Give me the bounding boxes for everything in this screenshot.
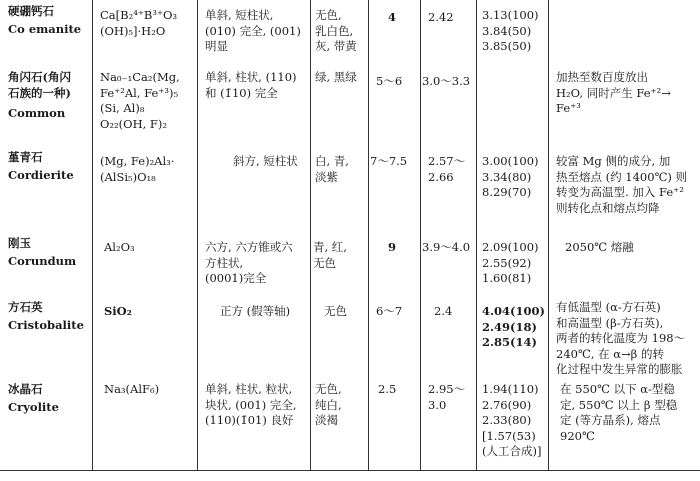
mineral-name-en: Common <box>8 106 66 120</box>
column-divider <box>197 0 198 470</box>
hardness: 6～7 <box>376 304 403 318</box>
chemical-formula: Ca[B₂⁴⁺B³⁺O₃ (OH)₅]·H₂O <box>100 8 178 38</box>
mineral-name-zh: 硬硼钙石 <box>8 4 54 18</box>
mineral-name-zh: 角闪石(角闪 石族的一种) <box>8 70 71 100</box>
crystal-system: 单斜, 短柱状, (010) 完全, (001) 明显 <box>205 8 301 53</box>
color: 无色, 纯白, 淡褐 <box>315 382 342 427</box>
mineral-name-en: Cryolite <box>8 400 59 414</box>
column-divider <box>548 0 549 470</box>
mineral-name-en: Cristobalite <box>8 318 84 332</box>
mineral-name-en: Co emanite <box>8 22 82 36</box>
hardness: 4 <box>388 10 397 24</box>
crystal-system: 六方, 六方锥或六 方柱状, (0001)完全 <box>205 240 293 285</box>
color: 白, 青, 淡紫 <box>315 154 349 184</box>
notes: 有低温型 (α-方石英) 和高温型 (β-方石英), 两者的转化温度为 198～ 240℃, 在 α→β 的转 化过程中发生异常的膨胀 <box>556 300 686 376</box>
mineral-name-en: Cordierite <box>8 168 74 182</box>
hardness: 5～6 <box>376 74 403 88</box>
chemical-formula: Al₂O₃ <box>104 240 135 254</box>
color: 无色, 乳白色, 灰, 带黄 <box>315 8 357 53</box>
crystal-system: 正方 (假等轴) <box>220 304 291 318</box>
d-spacing: 3.00(100) 3.34(80) 8.29(70) <box>482 154 539 199</box>
density: 2.95～ 3.0 <box>428 382 466 412</box>
column-divider <box>476 0 477 470</box>
column-divider <box>420 0 421 470</box>
notes: 2050℃ 熔融 <box>565 240 634 254</box>
notes: 较富 Mg 侧的成分, 加 热至熔点 (约 1400℃) 则 转变为高温型. 加入 Fe⁺² 则转化点和熔点均降 <box>556 154 688 215</box>
d-spacing: 1.94(110) 2.76(90) 2.33(80) [1.57(53) (人工合成)] <box>482 382 542 458</box>
chemical-formula: Na₃(AlF₆) <box>104 382 160 396</box>
hardness: 9 <box>388 240 397 254</box>
table-bottom-rule <box>0 470 700 471</box>
mineral-name-zh: 刚玉 <box>8 236 31 250</box>
mineral-name-zh: 冰晶石 <box>8 382 43 396</box>
density: 3.0～3.3 <box>422 74 471 88</box>
density: 3.9～4.0 <box>422 240 471 254</box>
d-spacing: 3.13(100) 3.84(50) 3.85(50) <box>482 8 539 53</box>
mineral-name-en: Corundum <box>8 254 77 268</box>
density: 2.57～ 2.66 <box>428 154 466 184</box>
mineral-name-zh: 方石英 <box>8 300 43 314</box>
column-divider <box>310 0 311 470</box>
crystal-system: 单斜, 柱状, (110) 和 (1̄10) 完全 <box>205 70 297 100</box>
notes: 在 550℃ 以下 α-型稳 定, 550℃ 以上 β 型稳 定 (等方晶系), 熔点 920℃ <box>560 382 678 443</box>
mineral-name-zh: 堇青石 <box>8 150 43 164</box>
chemical-formula: Na₀₋₁Ca₂(Mg, Fe⁺²Al, Fe⁺³)₅ (Si, Al)₈ O₂₂(OH, F)₂ <box>100 70 180 131</box>
column-divider <box>92 0 93 470</box>
density: 2.4 <box>434 304 453 318</box>
hardness: 2.5 <box>378 382 397 396</box>
d-spacing: 2.09(100) 2.55(92) 1.60(81) <box>482 240 539 285</box>
crystal-system: 斜方, 短柱状 <box>233 154 298 168</box>
notes: 加热至数百度放出 H₂O, 同时产生 Fe⁺²→ Fe⁺³ <box>556 70 671 115</box>
column-divider <box>368 0 369 470</box>
chemical-formula: SiO₂ <box>104 304 132 318</box>
density: 2.42 <box>428 10 454 24</box>
color: 无色 <box>324 304 347 318</box>
chemical-formula: (Mg, Fe)₂Al₃· (AlSi₅)O₁₈ <box>100 154 175 184</box>
color: 绿, 黑绿 <box>315 70 357 84</box>
crystal-system: 单斜, 柱状, 粒状, 块状, (001) 完全, (110)(1̄01) 良好 <box>205 382 297 427</box>
d-spacing: 4.04(100) 2.49(18) 2.85(14) <box>482 304 545 349</box>
hardness: 7～7.5 <box>370 154 408 168</box>
color: 青, 红, 无色 <box>313 240 347 270</box>
